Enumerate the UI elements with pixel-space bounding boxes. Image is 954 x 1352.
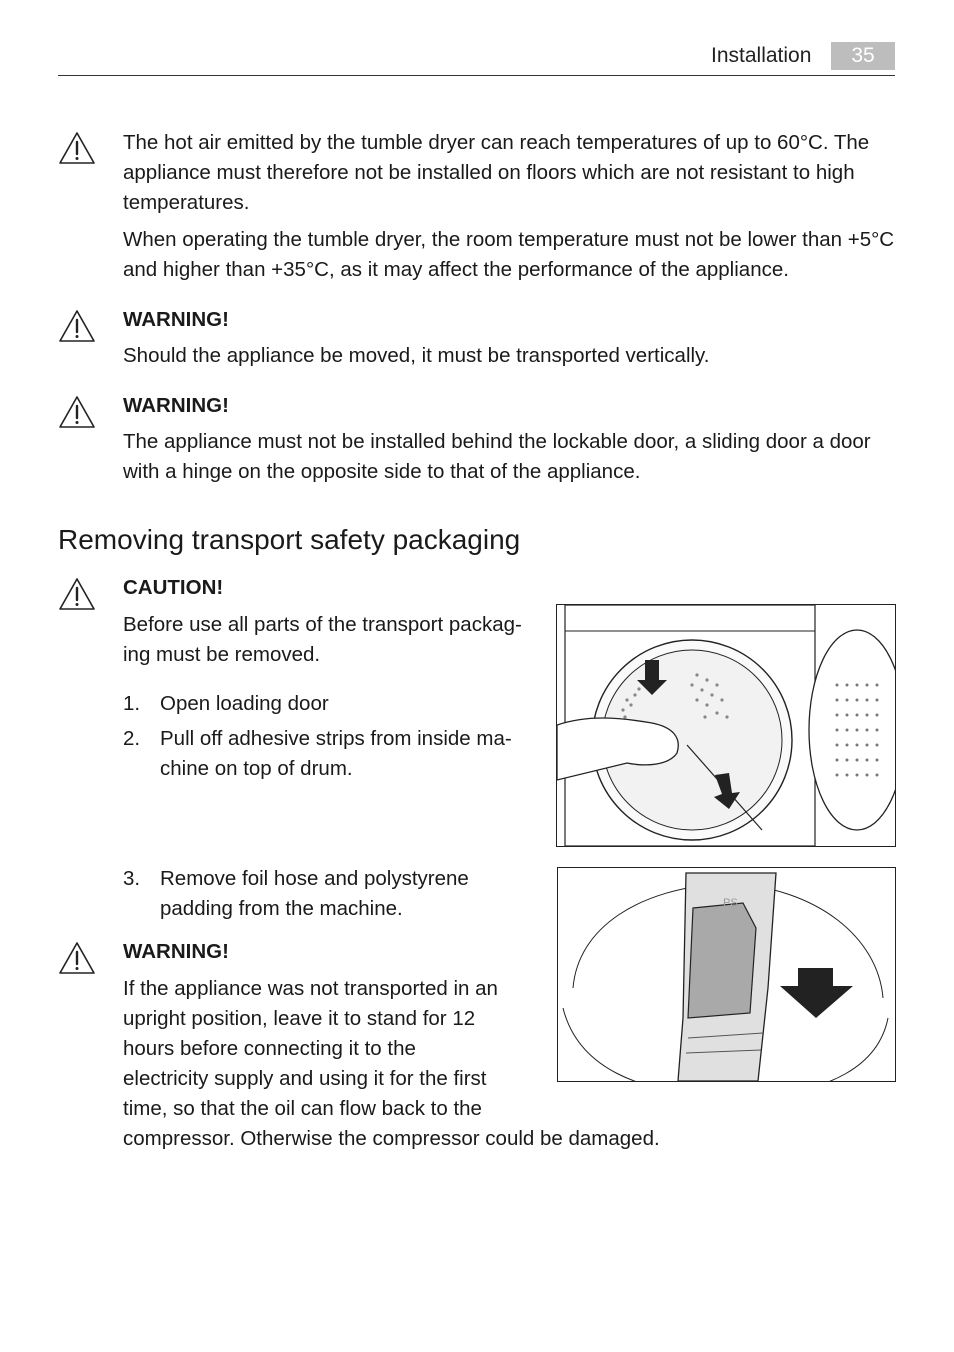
step-text: Open loading door [160, 692, 329, 715]
warning-text [123, 974, 683, 1154]
header-section-title: Installation [711, 44, 812, 67]
page-number: 35 [831, 42, 895, 70]
heat-note-paragraph-1: The hot air emitted by the tumble dryer can reach temperatures of up to 60°C. The appliance must therefore not be installed on floors which are not resistant to high temperatures. [123, 131, 870, 214]
caution-title: CAUTION! [123, 576, 224, 599]
warning-text: The appliance must not be installed behind the lockable door, a sliding door a door with a hinge on the opposite side to that of the appliance. [123, 430, 871, 483]
step-item [123, 864, 533, 924]
caution-text: Before use all parts of the transport packag-ing must be removed. [123, 613, 522, 666]
heat-note-paragraph-2: When operating the tumble dryer, the room temperature must not be lower than +5°C and higher than +35°C, as it may affect the performance of the appliance. [123, 228, 895, 281]
warning-triangle-icon [58, 309, 96, 343]
header-rule [58, 75, 895, 76]
warning-triangle-icon [58, 131, 96, 165]
step-text: Remove foil hose and polystyrene padding from the machine. [160, 867, 469, 920]
warning-title: WARNING! [123, 940, 229, 963]
step-text: Pull off adhesive strips from inside ma-chine on top of drum. [160, 727, 512, 780]
step-number: 3. [123, 867, 141, 890]
warning-title: WARNING! [123, 394, 229, 417]
step-item [123, 724, 543, 784]
warning-text: Should the appliance be moved, it must be transported vertically. [123, 344, 710, 367]
warning-text-body: If the appliance was not transported in an upright position, leave it to stand for 12 hours before connecting it to the electricity supply and using it for the first time, so that the oil can flow back to the compressor. Otherwise the compressor could be damaged. [123, 977, 660, 1150]
step-number: 2. [123, 727, 141, 750]
warning-title: WARNING! [123, 308, 229, 331]
step-number: 1. [123, 692, 141, 715]
warning-triangle-icon [58, 395, 96, 429]
dryer-drum-illustration [557, 605, 895, 846]
warning-triangle-icon [58, 577, 96, 611]
recycling-logo-text: PS [723, 897, 738, 909]
warning-triangle-icon [58, 941, 96, 975]
figure-open-door [556, 604, 896, 847]
warning-text-float [501, 974, 683, 1109]
step-item [123, 689, 543, 719]
section-heading: Removing transport safety packaging [58, 524, 521, 555]
